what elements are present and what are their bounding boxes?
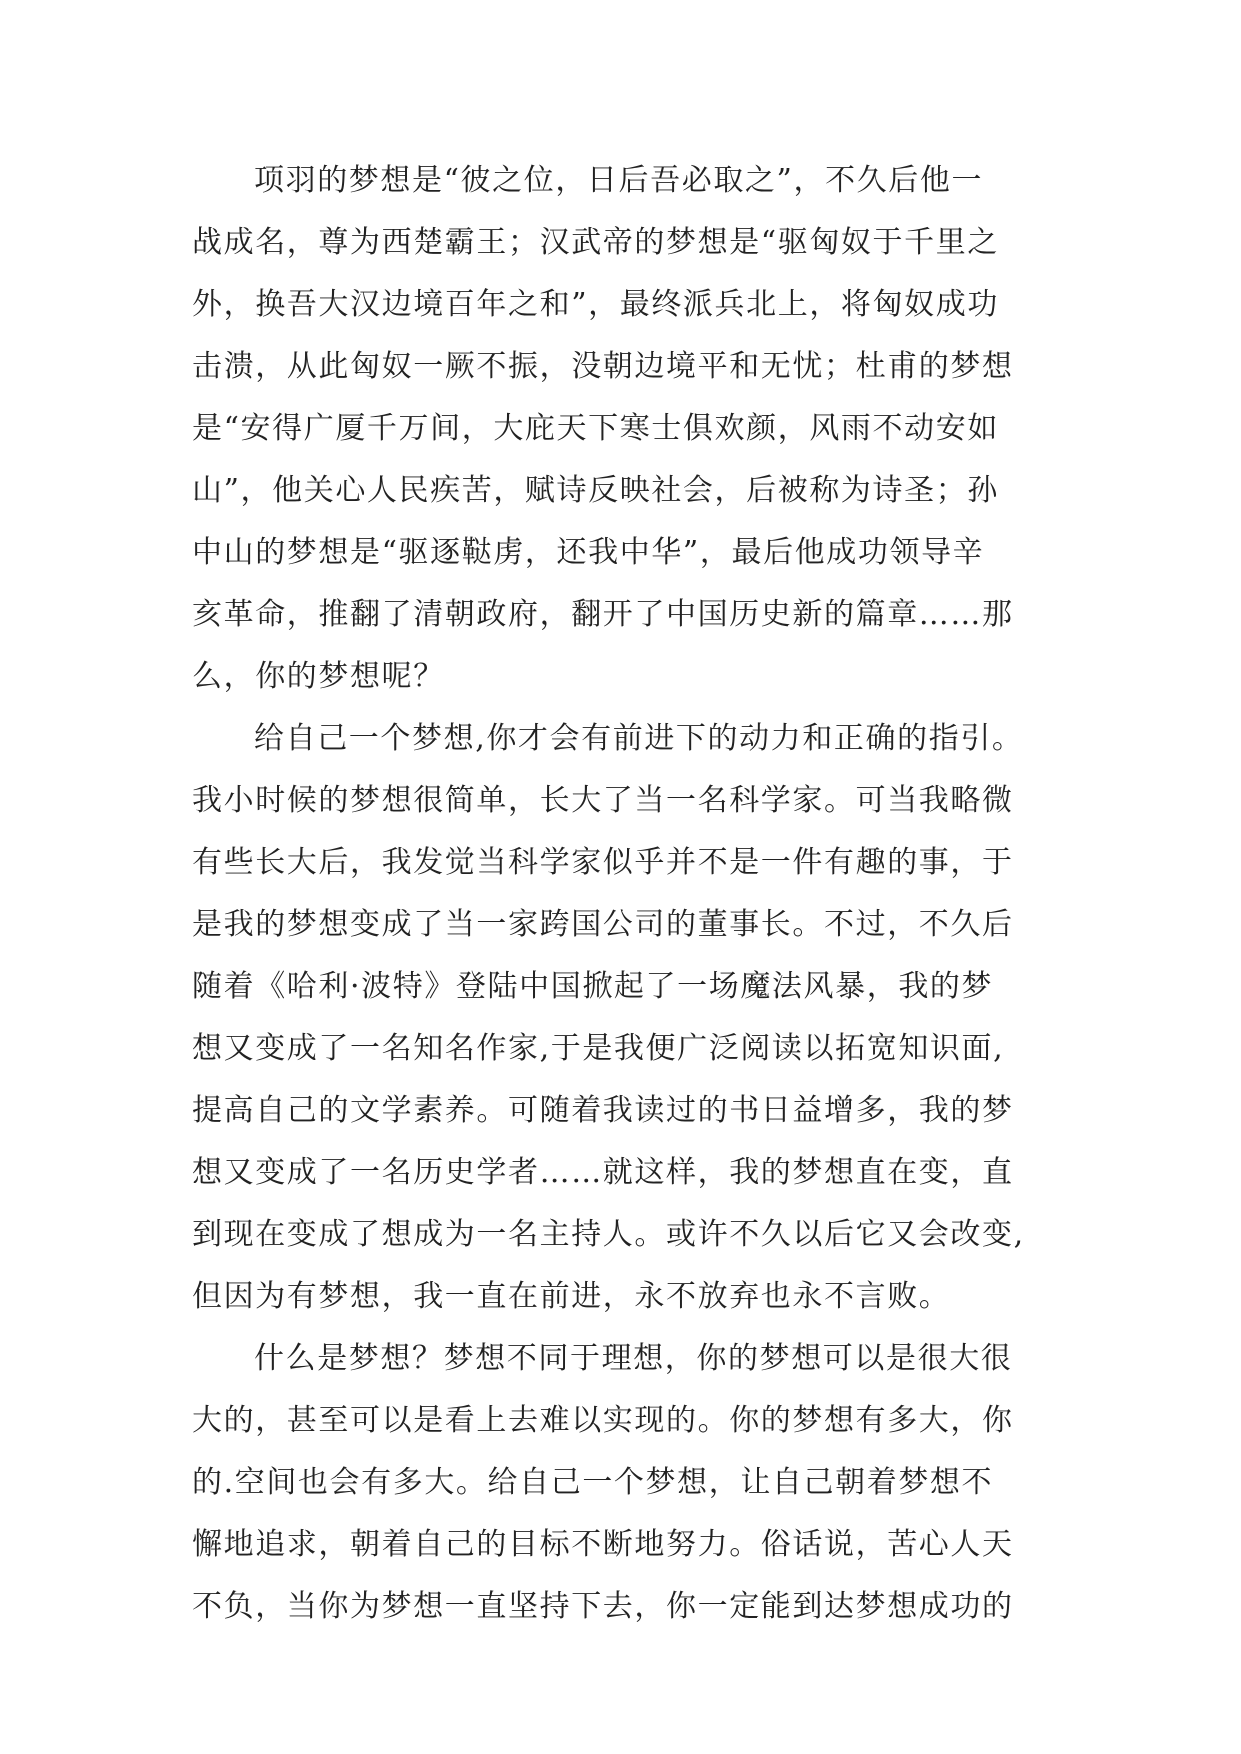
text-line: 懈地追求，朝着自己的目标不断地努力。俗话说，苦心人天: [192, 1527, 1014, 1562]
text-line: 给自己一个梦想,你才会有前进下的动力和正确的指引。: [254, 721, 1024, 756]
text-line: 项羽的梦想是“彼之位，日后吾必取之”，不久后他一: [254, 163, 984, 198]
text-line: 战成名，尊为西楚霸王；汉武帝的梦想是“驱匈奴于千里之: [192, 225, 999, 260]
text-line: 是我的梦想变成了当一家跨国公司的董事长。不过，不久后: [192, 907, 1014, 942]
paragraph-1: [192, 150, 1052, 708]
text-line: 外，换吾大汉边境百年之和”，最终派兵北上，将匈奴成功: [192, 287, 999, 322]
document-body: [192, 150, 1052, 1638]
text-line: 到现在变成了想成为一名主持人。或许不久以后它又会改变,: [192, 1217, 1025, 1252]
text-line: 中山的梦想是“驱逐鞑虏，还我中华”，最后他成功领导辛: [192, 535, 985, 570]
text-line: 的.空间也会有多大。给自己一个梦想，让自己朝着梦想不: [192, 1465, 994, 1500]
text-line: 是“安得广厦千万间，大庇天下寒士俱欢颜，风雨不动安如: [192, 411, 999, 446]
text-line: 么，你的梦想呢？: [192, 659, 445, 694]
text-line: 亥革命，推翻了清朝政府，翻开了中国历史新的篇章……那: [192, 597, 1014, 632]
text-line: 随着《哈利·波特》登陆中国掀起了一场魔法风暴，我的梦: [192, 969, 994, 1004]
text-line: 大的，甚至可以是看上去难以实现的。你的梦想有多大，你: [192, 1403, 1014, 1438]
paragraph-3: [192, 1328, 1052, 1638]
text-line: 山”，他关心人民疾苦，赋诗反映社会，后被称为诗圣；孙: [192, 473, 999, 508]
text-line: 但因为有梦想，我一直在前进，永不放弃也永不言败。: [192, 1279, 951, 1314]
text-line: 提高自己的文学素养。可随着我读过的书日益增多，我的梦: [192, 1093, 1014, 1128]
text-line: 击溃，从此匈奴一厥不振，没朝边境平和无忧；杜甫的梦想: [192, 349, 1014, 384]
text-line: 什么是梦想？梦想不同于理想，你的梦想可以是很大很: [254, 1341, 1013, 1376]
text-line: 我小时候的梦想很简单，长大了当一名科学家。可当我略微: [192, 783, 1014, 818]
text-line: 想又变成了一名知名作家,于是我便广泛阅读以拓宽知识面,: [192, 1031, 1005, 1066]
text-line: 有些长大后，我发觉当科学家似乎并不是一件有趣的事，于: [192, 845, 1014, 880]
text-line: 不负，当你为梦想一直坚持下去，你一定能到达梦想成功的: [192, 1589, 1014, 1624]
paragraph-2: [192, 708, 1052, 1328]
text-line: 想又变成了一名历史学者……就这样，我的梦想直在变，直: [192, 1155, 1014, 1190]
